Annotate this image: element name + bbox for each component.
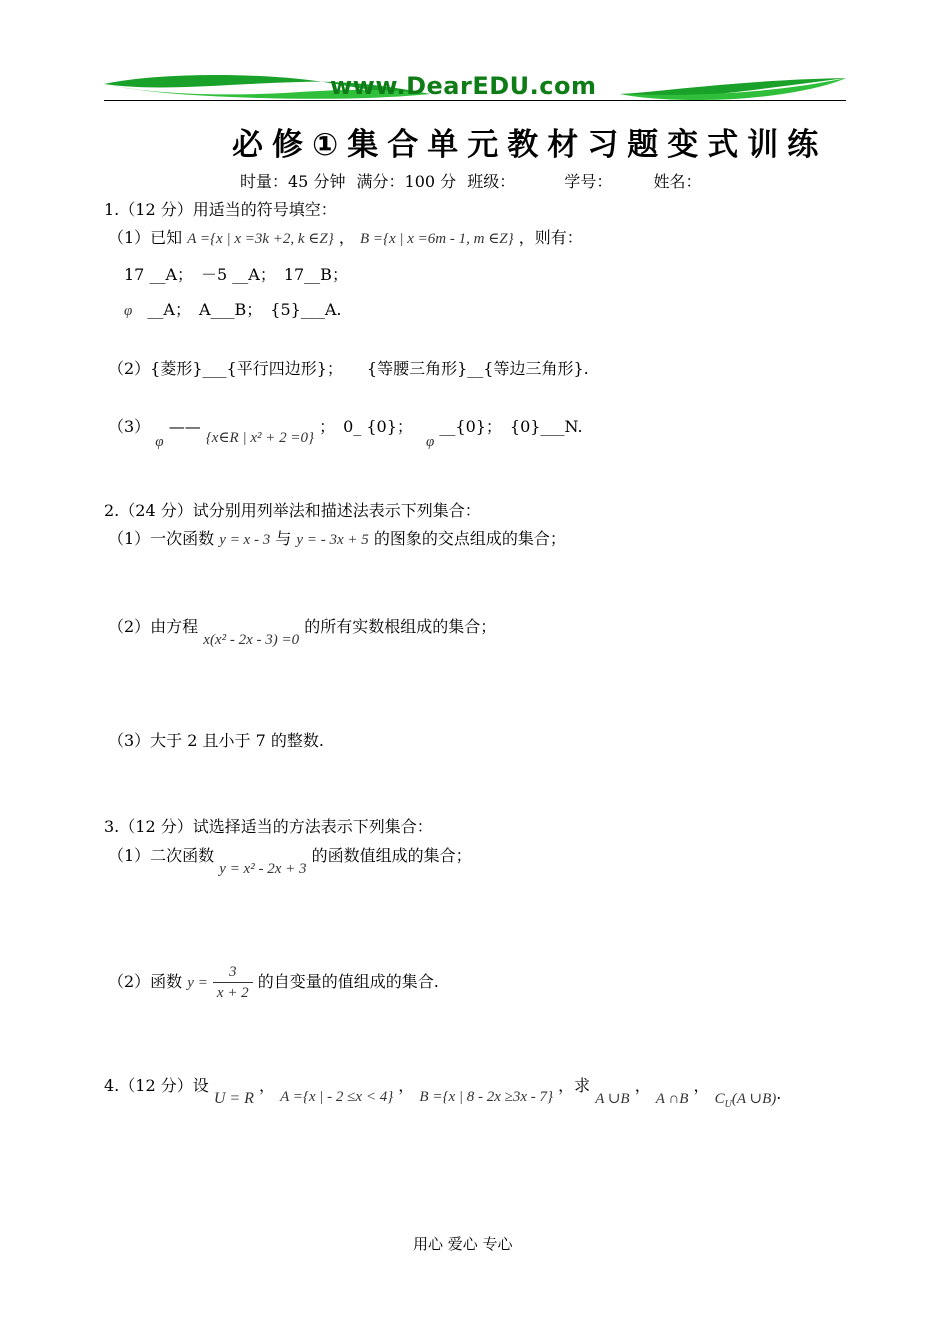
complement-subscript: U <box>724 1099 732 1110</box>
q3-part2 <box>108 962 439 1003</box>
intersection-expression: A ∩B <box>655 1091 689 1107</box>
complement-expression <box>714 1091 777 1110</box>
q2-part1 <box>108 529 566 550</box>
q3-part1 <box>108 846 472 877</box>
q1-part1-tail: ，则有： <box>518 228 583 247</box>
q3-part1-text: （1）二次函数 <box>108 846 215 865</box>
set-r-formula: {x∈R | x² + 2 =0} <box>205 430 314 446</box>
quadratic-function: y = x² - 2x + 3 <box>219 861 307 877</box>
q1-part3 <box>108 417 583 450</box>
empty-set-symbol: φ <box>124 303 133 319</box>
complement-symbol: C <box>714 1091 725 1107</box>
q1-part3-blank: —— <box>168 417 201 436</box>
q4-heading: 4.（12 分）设 <box>104 1076 209 1095</box>
q4-comma: ， <box>259 1076 276 1095</box>
q3-heading: 3.（12 分）试选择适当的方法表示下列集合： <box>104 817 433 836</box>
q4-line <box>104 1076 782 1110</box>
q1-part3-label: （3） <box>108 417 151 436</box>
union-expression: A ∪B <box>595 1091 630 1107</box>
info-time: 时量：45 分钟 <box>240 172 346 191</box>
q2-part1-text: （1）一次函数 <box>108 529 215 548</box>
set-a-formula: A ={x | x =3k +2, k ∈Z} <box>187 231 334 247</box>
set-b-formula: B ={x | x =6m - 1, m ∈Z} <box>359 231 514 247</box>
fraction-denominator: x + 2 <box>216 985 249 1001</box>
q1-part3-tail: __{0}； {0}___N. <box>439 417 583 436</box>
universal-set: U = R <box>213 1090 254 1107</box>
site-logo-text: www.DearEDU.com <box>330 72 597 100</box>
empty-set-symbol: φ <box>425 434 435 450</box>
q1-row2 <box>124 300 341 321</box>
q2-part2-text: （2）由方程 <box>108 617 199 636</box>
q2-part1-tail: 的图象的交点组成的集合； <box>373 529 566 548</box>
q1-row2-text: __A； A___B； {5}___A. <box>147 300 342 319</box>
q4-comma: ， <box>693 1076 710 1095</box>
info-name: 姓名： <box>653 172 702 191</box>
q2-heading: 2.（24 分）试分别用列举法和描述法表示下列集合： <box>104 501 481 520</box>
footer-motto: 用心 爱心 专心 <box>413 1235 513 1253</box>
info-full: 满分：100 分 <box>356 172 457 191</box>
info-number: 学号： <box>564 172 613 191</box>
q1-heading: 1.（12 分）用适当的符号填空： <box>104 200 337 219</box>
q1-part1-label: （1）已知 <box>108 228 183 247</box>
q3-part2-text: （2）函数 <box>108 972 183 991</box>
linear-function-1: y = x - 3 <box>219 532 271 548</box>
q2-part1-and: 与 <box>275 529 292 548</box>
q4-comma: ， <box>634 1076 651 1095</box>
q4-ask: ，求 <box>558 1076 591 1095</box>
q1-part3-mid: ； 0_ {0}； <box>319 417 421 436</box>
q2-part2-tail: 的所有实数根组成的集合； <box>304 617 497 636</box>
q1-part2: （2）{菱形}___{平行四边形}； {等腰三角形}__{等边三角形}. <box>108 359 589 378</box>
q1-comma: ， <box>338 228 355 247</box>
q2-part3: （3）大于 2 且小于 7 的整数. <box>108 731 324 750</box>
q1-part1 <box>108 228 583 249</box>
page-title: 必修①集合单元教材习题变式训练 <box>232 127 828 163</box>
complement-argument: (A ∪B) <box>731 1091 777 1107</box>
function-y-equals: y = <box>187 975 208 991</box>
q2-part2 <box>108 617 497 648</box>
q1-row1: 17 __A； －5 __A； 17__B； <box>124 265 348 284</box>
q4-period: . <box>776 1084 782 1103</box>
set-a-inequality: A ={x | - 2 ≤x < 4} <box>280 1089 394 1105</box>
fraction-numerator: 3 <box>213 962 253 983</box>
fraction <box>213 962 253 1003</box>
info-class: 班级： <box>467 172 516 191</box>
cubic-equation: x(x² - 2x - 3) =0 <box>203 632 300 648</box>
empty-set-symbol: φ <box>155 434 164 450</box>
q4-comma: ， <box>398 1076 415 1095</box>
exam-info <box>240 172 702 192</box>
linear-function-2: y = - 3x + 5 <box>296 532 369 548</box>
header-rule <box>104 100 846 101</box>
q3-part1-tail: 的函数值组成的集合； <box>311 846 472 865</box>
q3-part2-tail: 的自变量的值组成的集合. <box>257 972 439 991</box>
set-b-inequality: B ={x | 8 - 2x ≥3x - 7} <box>419 1089 554 1105</box>
